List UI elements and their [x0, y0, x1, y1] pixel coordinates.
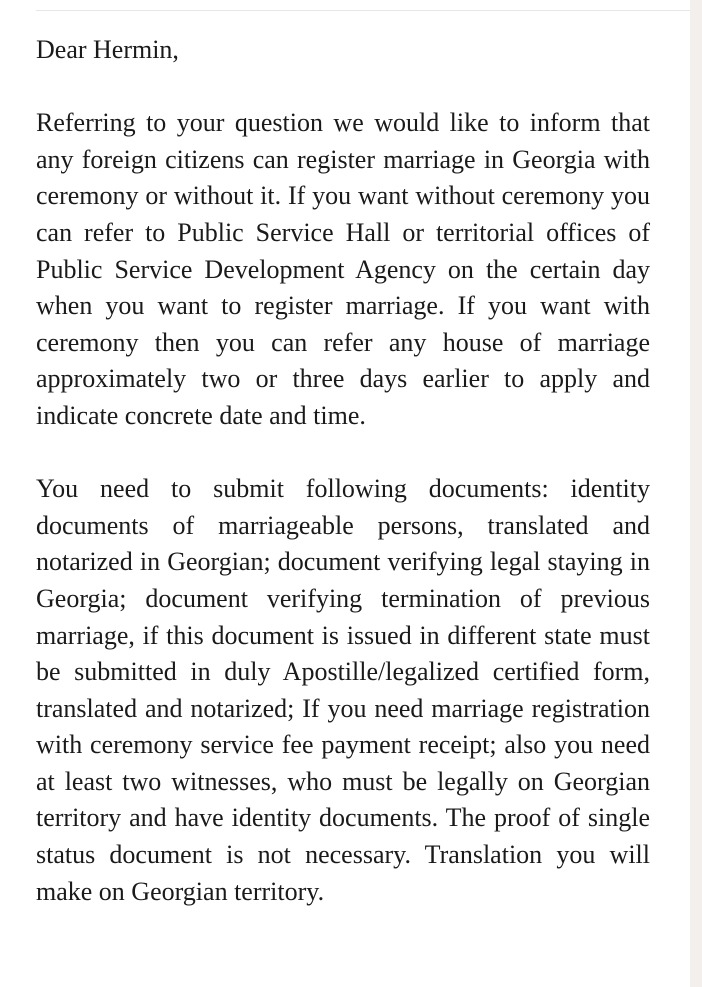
email-paragraph-ceremony-info: Referring to your question we would like to inform that any foreign citizens can register marriage in Georgia with ceremony or without it. If you want without ceremony you can refer to Public Service Hall or territorial offices of Public Service Development Agency on the certain day when you want to register marriage. If you want with ceremony then you can refer any house of marriage approximately two or three days earlier to apply and indicate concrete date and time. — [36, 108, 650, 430]
email-body — [36, 32, 650, 910]
email-greeting: Dear Hermin, — [36, 35, 179, 64]
scrollbar-track[interactable] — [690, 0, 702, 987]
email-paragraph-required-documents: You need to submit following documents: identity documents of marriageable persons, translated and notarized in Georgian; document verifying legal staying in Georgia; document verifying termination of previous marriage, if this document is issued in different state must be submitted in duly Apostille/legalized certified form, translated and notarized; If you need marriage registration with ceremony service fee payment receipt; also you need at least two witnesses, who must be legally on Georgian territory and have identity documents. The proof of single status document is not necessary. Translation you will make on Georgian territory. — [36, 474, 650, 906]
header-divider — [36, 10, 690, 11]
